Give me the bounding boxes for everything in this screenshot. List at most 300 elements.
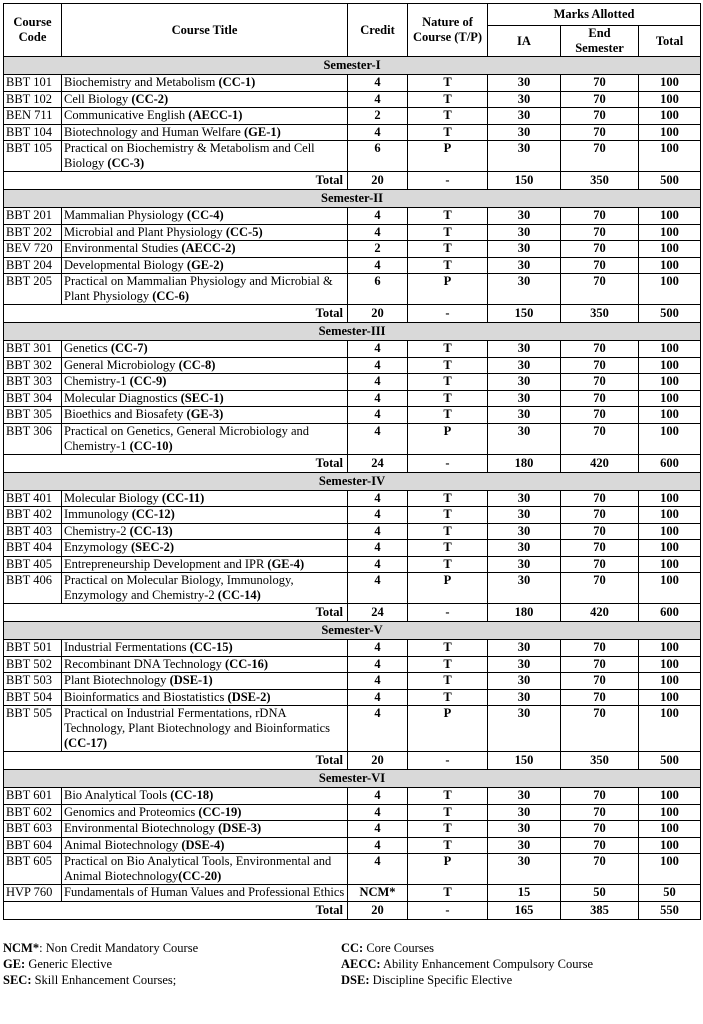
course-code: BEV 720 bbox=[4, 241, 62, 258]
course-credit: 2 bbox=[348, 241, 408, 258]
semester-total-row bbox=[4, 604, 701, 622]
course-title: Practical on Molecular Biology, Immunology, Enzymology and Chemistry-2 bbox=[64, 573, 294, 602]
header-total: Total bbox=[639, 26, 701, 57]
course-row bbox=[4, 341, 701, 358]
course-ia: 30 bbox=[488, 821, 561, 838]
course-ia: 30 bbox=[488, 540, 561, 557]
course-category-tag: (CC-2) bbox=[131, 91, 169, 106]
course-structure-page bbox=[3, 3, 700, 988]
course-code: BBT 105 bbox=[4, 141, 62, 172]
course-credit: 4 bbox=[348, 706, 408, 752]
course-credit: 4 bbox=[348, 224, 408, 241]
legend bbox=[3, 940, 700, 988]
course-end-sem: 70 bbox=[561, 374, 639, 391]
course-title-cell bbox=[62, 507, 348, 524]
course-code: BBT 604 bbox=[4, 837, 62, 854]
course-credit: 4 bbox=[348, 788, 408, 805]
total-credit: 24 bbox=[348, 604, 408, 622]
course-ia: 30 bbox=[488, 390, 561, 407]
course-ia: 30 bbox=[488, 656, 561, 673]
course-row bbox=[4, 91, 701, 108]
course-title: Practical on Mammalian Physiology and Microbial & Plant Physiology bbox=[64, 274, 333, 303]
course-code: BBT 301 bbox=[4, 341, 62, 358]
course-nature: P bbox=[408, 573, 488, 604]
course-title: Plant Biotechnology bbox=[64, 673, 170, 687]
course-credit: 4 bbox=[348, 673, 408, 690]
course-category-tag: (CC-17) bbox=[64, 736, 108, 750]
course-row bbox=[4, 274, 701, 305]
course-code: BBT 304 bbox=[4, 390, 62, 407]
course-code: BBT 404 bbox=[4, 540, 62, 557]
course-end-sem: 70 bbox=[561, 689, 639, 706]
course-category-tag: (CC-6) bbox=[152, 289, 190, 303]
semester-total-row bbox=[4, 454, 701, 472]
course-title-cell bbox=[62, 390, 348, 407]
legend-item bbox=[341, 956, 701, 972]
semester-total-row bbox=[4, 901, 701, 919]
course-category-tag: (CC-7) bbox=[110, 341, 148, 355]
course-title: Bioethics and Biosafety bbox=[64, 407, 187, 421]
total-end-sem: 350 bbox=[561, 305, 639, 323]
legend-item bbox=[3, 972, 341, 988]
course-total: 100 bbox=[639, 556, 701, 573]
course-title: Chemistry-1 bbox=[64, 374, 130, 388]
total-label: Total bbox=[4, 604, 348, 622]
course-category-tag: (CC-3) bbox=[107, 156, 145, 170]
course-category-tag: (CC-19) bbox=[198, 804, 242, 819]
course-category-tag: (CC-1) bbox=[218, 75, 256, 89]
total-label: Total bbox=[4, 172, 348, 190]
semester-title: Semester-VI bbox=[4, 770, 701, 788]
course-code: BBT 202 bbox=[4, 224, 62, 241]
course-total: 100 bbox=[639, 673, 701, 690]
course-credit: NCM* bbox=[348, 885, 408, 902]
course-code: BBT 405 bbox=[4, 556, 62, 573]
course-credit: 4 bbox=[348, 257, 408, 274]
course-code: BBT 306 bbox=[4, 423, 62, 454]
course-title-cell bbox=[62, 523, 348, 540]
course-title: Practical on Genetics, General Microbiology and Chemistry-1 bbox=[64, 423, 310, 453]
course-nature: P bbox=[408, 274, 488, 305]
course-credit: 4 bbox=[348, 374, 408, 391]
course-total: 100 bbox=[639, 804, 701, 821]
total-end-sem: 420 bbox=[561, 454, 639, 472]
course-category-tag: (DSE-2) bbox=[227, 689, 271, 704]
course-title-cell bbox=[62, 490, 348, 507]
course-category-tag: (CC-20) bbox=[178, 869, 222, 883]
course-code: BBT 603 bbox=[4, 821, 62, 838]
semester-title: Semester-V bbox=[4, 622, 701, 640]
course-ia: 30 bbox=[488, 640, 561, 657]
course-code: BBT 505 bbox=[4, 706, 62, 752]
total-marks: 500 bbox=[639, 305, 701, 323]
course-ia: 30 bbox=[488, 507, 561, 524]
course-end-sem: 70 bbox=[561, 788, 639, 805]
course-end-sem: 70 bbox=[561, 257, 639, 274]
course-category-tag: (AECC-1) bbox=[188, 108, 243, 122]
course-total: 100 bbox=[639, 540, 701, 557]
course-nature: T bbox=[408, 804, 488, 821]
course-nature: T bbox=[408, 75, 488, 92]
course-total: 100 bbox=[639, 837, 701, 854]
course-category-tag: (CC-16) bbox=[225, 656, 269, 671]
course-title: Biochemistry and Metabolism bbox=[64, 75, 219, 89]
course-title-cell bbox=[62, 706, 348, 752]
total-marks: 600 bbox=[639, 454, 701, 472]
course-total: 100 bbox=[639, 91, 701, 108]
header-nature: Nature of Course (T/P) bbox=[408, 4, 488, 57]
course-title: General Microbiology bbox=[64, 357, 179, 372]
course-table bbox=[3, 3, 701, 920]
course-title: Biotechnology and Human Welfare bbox=[64, 124, 244, 139]
course-ia: 30 bbox=[488, 407, 561, 424]
header-credit: Credit bbox=[348, 4, 408, 57]
course-credit: 4 bbox=[348, 341, 408, 358]
course-category-tag: (GE-3) bbox=[186, 407, 224, 421]
legend-desc: Generic Elective bbox=[25, 956, 112, 971]
header-title: Course Title bbox=[62, 4, 348, 57]
course-total: 100 bbox=[639, 208, 701, 225]
course-nature: T bbox=[408, 490, 488, 507]
course-nature: T bbox=[408, 124, 488, 141]
course-end-sem: 70 bbox=[561, 640, 639, 657]
course-title-cell bbox=[62, 885, 348, 902]
course-title-cell bbox=[62, 540, 348, 557]
course-credit: 4 bbox=[348, 540, 408, 557]
course-title: Cell Biology bbox=[64, 91, 132, 106]
total-nature: - bbox=[408, 454, 488, 472]
semester-header-row bbox=[4, 323, 701, 341]
course-end-sem: 70 bbox=[561, 507, 639, 524]
total-credit: 20 bbox=[348, 305, 408, 323]
course-title: Enzymology bbox=[64, 540, 132, 554]
course-row bbox=[4, 540, 701, 557]
course-end-sem: 70 bbox=[561, 556, 639, 573]
course-total: 100 bbox=[639, 390, 701, 407]
semester-header-row bbox=[4, 770, 701, 788]
course-title-cell bbox=[62, 821, 348, 838]
course-nature: P bbox=[408, 854, 488, 885]
course-total: 100 bbox=[639, 374, 701, 391]
course-end-sem: 70 bbox=[561, 357, 639, 374]
course-category-tag: (CC-8) bbox=[178, 357, 216, 372]
legend-desc: Discipline Specific Elective bbox=[369, 972, 513, 987]
course-end-sem: 70 bbox=[561, 224, 639, 241]
course-row bbox=[4, 656, 701, 673]
course-title: Bioinformatics and Biostatistics bbox=[64, 689, 228, 704]
course-row bbox=[4, 241, 701, 258]
course-code: BBT 102 bbox=[4, 91, 62, 108]
semester-header-row bbox=[4, 57, 701, 75]
course-ia: 30 bbox=[488, 274, 561, 305]
course-category-tag: (SEC-1) bbox=[180, 390, 224, 405]
course-category-tag: (GE-2) bbox=[186, 257, 224, 272]
course-total: 100 bbox=[639, 423, 701, 454]
course-title-cell bbox=[62, 640, 348, 657]
course-row bbox=[4, 556, 701, 573]
course-total: 100 bbox=[639, 407, 701, 424]
course-category-tag: (GE-4) bbox=[267, 556, 305, 571]
course-category-tag: (CC-15) bbox=[189, 640, 233, 654]
course-code: BBT 503 bbox=[4, 673, 62, 690]
course-title: Environmental Biotechnology bbox=[64, 821, 219, 835]
course-nature: P bbox=[408, 706, 488, 752]
total-label: Total bbox=[4, 752, 348, 770]
course-title-cell bbox=[62, 374, 348, 391]
course-ia: 30 bbox=[488, 124, 561, 141]
course-category-tag: (CC-11) bbox=[161, 490, 205, 505]
course-row bbox=[4, 490, 701, 507]
course-nature: T bbox=[408, 208, 488, 225]
course-row bbox=[4, 390, 701, 407]
course-credit: 4 bbox=[348, 124, 408, 141]
course-credit: 4 bbox=[348, 804, 408, 821]
legend-item bbox=[3, 956, 341, 972]
course-total: 100 bbox=[639, 257, 701, 274]
course-nature: T bbox=[408, 821, 488, 838]
course-code: BBT 402 bbox=[4, 507, 62, 524]
legend-item bbox=[341, 940, 701, 956]
course-nature: T bbox=[408, 241, 488, 258]
legend-abbr: GE: bbox=[3, 956, 26, 971]
legend-abbr: CC: bbox=[341, 940, 364, 955]
course-row bbox=[4, 640, 701, 657]
course-total: 100 bbox=[639, 124, 701, 141]
course-nature: T bbox=[408, 91, 488, 108]
course-nature: T bbox=[408, 390, 488, 407]
course-end-sem: 70 bbox=[561, 141, 639, 172]
course-title-cell bbox=[62, 556, 348, 573]
course-category-tag: (DSE-3) bbox=[218, 821, 262, 835]
course-title-cell bbox=[62, 108, 348, 125]
total-ia: 150 bbox=[488, 752, 561, 770]
header-end: End Semester bbox=[561, 26, 639, 57]
course-code: BBT 403 bbox=[4, 523, 62, 540]
course-row bbox=[4, 573, 701, 604]
legend-abbr: SEC: bbox=[3, 972, 32, 987]
course-code: BBT 501 bbox=[4, 640, 62, 657]
course-end-sem: 70 bbox=[561, 673, 639, 690]
course-code: BBT 605 bbox=[4, 854, 62, 885]
course-nature: T bbox=[408, 357, 488, 374]
course-credit: 4 bbox=[348, 357, 408, 374]
course-credit: 4 bbox=[348, 507, 408, 524]
course-ia: 30 bbox=[488, 241, 561, 258]
course-category-tag: (CC-13) bbox=[129, 523, 173, 538]
course-end-sem: 70 bbox=[561, 804, 639, 821]
course-total: 100 bbox=[639, 507, 701, 524]
course-credit: 6 bbox=[348, 141, 408, 172]
course-credit: 4 bbox=[348, 837, 408, 854]
course-credit: 4 bbox=[348, 490, 408, 507]
total-credit: 20 bbox=[348, 901, 408, 919]
course-title-cell bbox=[62, 689, 348, 706]
legend-abbr: AECC: bbox=[341, 956, 381, 971]
course-row bbox=[4, 357, 701, 374]
course-code: BBT 205 bbox=[4, 274, 62, 305]
course-category-tag: (CC-4) bbox=[186, 208, 224, 222]
course-nature: T bbox=[408, 656, 488, 673]
total-nature: - bbox=[408, 172, 488, 190]
course-nature: T bbox=[408, 540, 488, 557]
course-title-cell bbox=[62, 854, 348, 885]
course-code: BBT 302 bbox=[4, 357, 62, 374]
course-credit: 4 bbox=[348, 407, 408, 424]
course-total: 100 bbox=[639, 224, 701, 241]
legend-desc: Core Courses bbox=[363, 940, 435, 955]
course-row bbox=[4, 706, 701, 752]
total-nature: - bbox=[408, 305, 488, 323]
course-total: 100 bbox=[639, 788, 701, 805]
course-credit: 4 bbox=[348, 573, 408, 604]
course-total: 100 bbox=[639, 108, 701, 125]
course-end-sem: 70 bbox=[561, 656, 639, 673]
course-total: 100 bbox=[639, 357, 701, 374]
header-ia: IA bbox=[488, 26, 561, 57]
course-ia: 30 bbox=[488, 706, 561, 752]
course-row bbox=[4, 374, 701, 391]
course-end-sem: 70 bbox=[561, 341, 639, 358]
course-total: 100 bbox=[639, 706, 701, 752]
course-category-tag: (CC-10) bbox=[129, 438, 173, 453]
total-label: Total bbox=[4, 305, 348, 323]
course-code: BBT 602 bbox=[4, 804, 62, 821]
course-row bbox=[4, 854, 701, 885]
course-title-cell bbox=[62, 241, 348, 258]
course-total: 100 bbox=[639, 141, 701, 172]
total-end-sem: 420 bbox=[561, 604, 639, 622]
course-ia: 15 bbox=[488, 885, 561, 902]
course-end-sem: 70 bbox=[561, 108, 639, 125]
total-ia: 150 bbox=[488, 172, 561, 190]
course-end-sem: 70 bbox=[561, 423, 639, 454]
course-ia: 30 bbox=[488, 91, 561, 108]
course-row bbox=[4, 523, 701, 540]
course-title-cell bbox=[62, 141, 348, 172]
course-code: HVP 760 bbox=[4, 885, 62, 902]
course-row bbox=[4, 124, 701, 141]
course-credit: 4 bbox=[348, 75, 408, 92]
course-ia: 30 bbox=[488, 556, 561, 573]
course-code: BBT 104 bbox=[4, 124, 62, 141]
course-nature: T bbox=[408, 407, 488, 424]
legend-abbr: DSE: bbox=[341, 972, 370, 987]
legend-item bbox=[341, 972, 701, 988]
semester-header-row bbox=[4, 190, 701, 208]
total-marks: 550 bbox=[639, 901, 701, 919]
course-credit: 4 bbox=[348, 656, 408, 673]
course-nature: T bbox=[408, 837, 488, 854]
course-title-cell bbox=[62, 673, 348, 690]
course-row bbox=[4, 507, 701, 524]
course-credit: 4 bbox=[348, 390, 408, 407]
course-credit: 4 bbox=[348, 640, 408, 657]
course-code: BEN 711 bbox=[4, 108, 62, 125]
course-row bbox=[4, 837, 701, 854]
course-row bbox=[4, 689, 701, 706]
total-credit: 20 bbox=[348, 172, 408, 190]
course-title-cell bbox=[62, 75, 348, 92]
course-ia: 30 bbox=[488, 423, 561, 454]
course-nature: T bbox=[408, 108, 488, 125]
course-title: Genomics and Proteomics bbox=[64, 804, 199, 819]
course-code: BBT 303 bbox=[4, 374, 62, 391]
course-category-tag: (CC-14) bbox=[217, 588, 261, 602]
legend-desc: Skill Enhancement Courses; bbox=[31, 972, 177, 987]
course-ia: 30 bbox=[488, 141, 561, 172]
course-end-sem: 70 bbox=[561, 854, 639, 885]
legend-item bbox=[3, 940, 341, 956]
course-nature: T bbox=[408, 689, 488, 706]
header-marks: Marks Allotted bbox=[488, 4, 701, 26]
course-title: Industrial Fermentations bbox=[64, 640, 190, 654]
course-total: 100 bbox=[639, 821, 701, 838]
course-code: BBT 401 bbox=[4, 490, 62, 507]
course-category-tag: (AECC-2) bbox=[181, 241, 236, 255]
course-title: Environmental Studies bbox=[64, 241, 182, 255]
total-ia: 165 bbox=[488, 901, 561, 919]
course-ia: 30 bbox=[488, 788, 561, 805]
course-end-sem: 70 bbox=[561, 390, 639, 407]
course-nature: T bbox=[408, 257, 488, 274]
total-ia: 180 bbox=[488, 454, 561, 472]
course-code: BBT 101 bbox=[4, 75, 62, 92]
course-row bbox=[4, 821, 701, 838]
course-total: 100 bbox=[639, 640, 701, 657]
course-title-cell bbox=[62, 224, 348, 241]
course-end-sem: 70 bbox=[561, 490, 639, 507]
course-nature: T bbox=[408, 673, 488, 690]
course-code: BBT 204 bbox=[4, 257, 62, 274]
total-nature: - bbox=[408, 604, 488, 622]
semester-title: Semester-II bbox=[4, 190, 701, 208]
course-end-sem: 70 bbox=[561, 540, 639, 557]
course-code: BBT 601 bbox=[4, 788, 62, 805]
course-nature: P bbox=[408, 141, 488, 172]
course-row bbox=[4, 885, 701, 902]
course-title: Practical on Industrial Fermentations, rDNA Technology, Plant Biotechnology and Bioinformatics bbox=[64, 706, 330, 735]
total-credit: 24 bbox=[348, 454, 408, 472]
legend-desc: : Non Credit Mandatory Course bbox=[39, 940, 199, 955]
total-end-sem: 385 bbox=[561, 901, 639, 919]
course-end-sem: 70 bbox=[561, 821, 639, 838]
header-row bbox=[4, 4, 701, 26]
course-title: Animal Biotechnology bbox=[64, 837, 182, 852]
semester-total-row bbox=[4, 305, 701, 323]
course-category-tag: (CC-12) bbox=[131, 507, 175, 521]
course-nature: T bbox=[408, 507, 488, 524]
course-code: BBT 201 bbox=[4, 208, 62, 225]
course-row bbox=[4, 407, 701, 424]
course-end-sem: 70 bbox=[561, 241, 639, 258]
course-total: 100 bbox=[639, 523, 701, 540]
course-end-sem: 70 bbox=[561, 208, 639, 225]
course-row bbox=[4, 75, 701, 92]
course-title-cell bbox=[62, 788, 348, 805]
total-credit: 20 bbox=[348, 752, 408, 770]
course-ia: 30 bbox=[488, 854, 561, 885]
course-row bbox=[4, 673, 701, 690]
course-code: BBT 305 bbox=[4, 407, 62, 424]
course-title-cell bbox=[62, 91, 348, 108]
course-credit: 4 bbox=[348, 91, 408, 108]
course-end-sem: 70 bbox=[561, 124, 639, 141]
course-credit: 4 bbox=[348, 821, 408, 838]
course-ia: 30 bbox=[488, 374, 561, 391]
course-row bbox=[4, 208, 701, 225]
course-code: BBT 504 bbox=[4, 689, 62, 706]
course-category-tag: (SEC-2) bbox=[131, 540, 175, 554]
